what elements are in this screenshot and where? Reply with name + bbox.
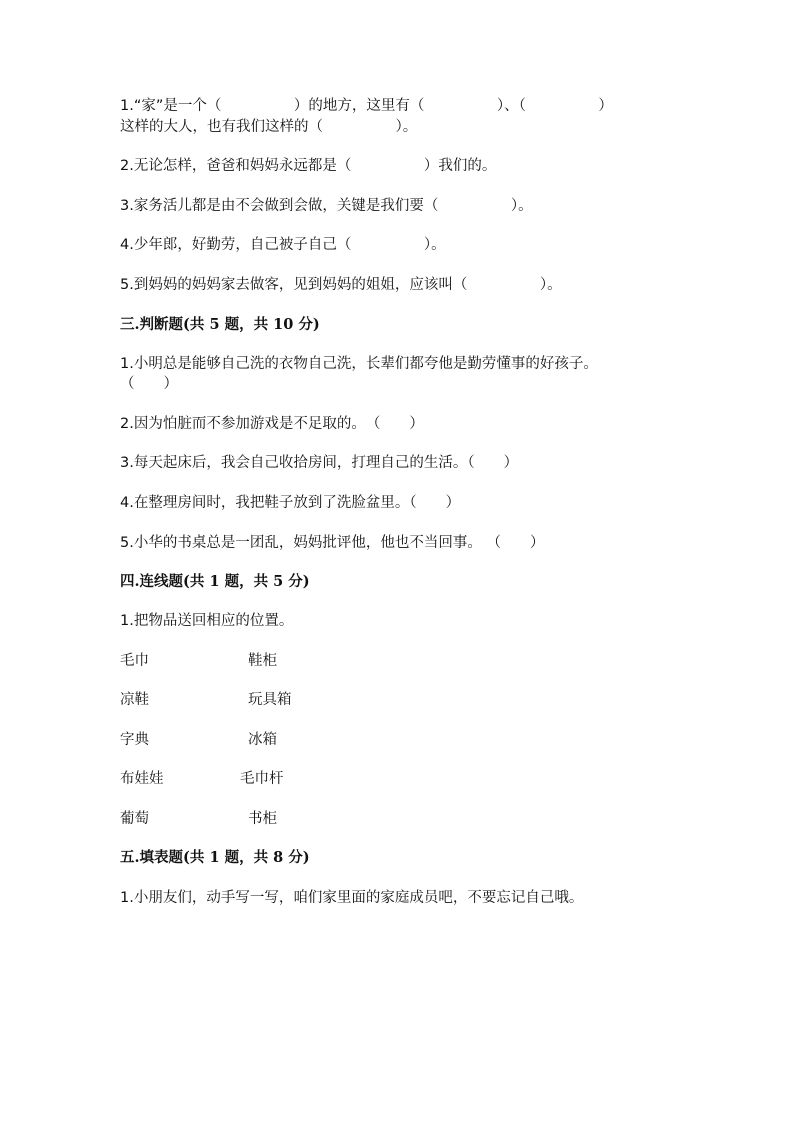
match-right-item: 玩具箱: [248, 692, 292, 708]
match-right-item: 书柜: [248, 811, 277, 827]
fill-blank-q5: 5.到妈妈的妈妈家去做客，见到妈妈的姐姐，应该叫（ ）。: [120, 277, 562, 293]
fill-blank-q2: 2.无论怎样，爸爸和妈妈永远都是（ ）我们的。: [120, 158, 497, 174]
match-left-item: 字典: [120, 732, 149, 748]
section-heading-judgment: 三.判断题(共 5 题，共 10 分): [120, 316, 320, 333]
section-heading-table-fill: 五.填表题(共 1 题，共 8 分): [120, 849, 310, 866]
fill-blank-q1-cont: 这样的大人，也有我们这样的（ ）。: [120, 119, 418, 135]
match-left-item: 凉鞋: [120, 692, 149, 708]
judgment-q4: 4.在整理房间时，我把鞋子放到了洗脸盆里。（ ）: [120, 495, 461, 511]
judgment-q3: 3.每天起床后，我会自己收拾房间，打理自己的生活。（ ）: [120, 455, 519, 471]
fill-blank-q1: 1.“家”是一个（ ）的地方，这里有（ ）、（ ）: [120, 98, 613, 114]
table-fill-question: 1.小朋友们，动手写一写，咱们家里面的家庭成员吧，不要忘记自己哦。: [120, 890, 584, 906]
match-right-item: 鞋柜: [248, 653, 277, 669]
match-right-item: 冰箱: [248, 732, 277, 748]
judgment-q5: 5.小华的书桌总是一团乱，妈妈批评他，他也不当回事。 （ ）: [120, 535, 545, 551]
judgment-q1: 1.小明总是能够自己洗的衣物自己洗，长辈们都夸他是勤劳懂事的好孩子。: [120, 356, 598, 372]
match-left-item: 布娃娃: [120, 771, 164, 787]
judgment-q1-answer: （ ）: [120, 376, 178, 392]
fill-blank-q4: 4.少年郎，好勤劳，自己被子自己（ ）。: [120, 237, 446, 253]
match-left-item: 毛巾: [120, 653, 149, 669]
match-left-item: 葡萄: [120, 811, 149, 827]
fill-blank-q3: 3.家务活儿都是由不会做到会做，关键是我们要（ ）。: [120, 198, 533, 214]
judgment-q2: 2.因为怕脏而不参加游戏是不足取的。 （ ）: [120, 416, 424, 432]
match-right-item: 毛巾杆: [240, 771, 284, 787]
section-heading-matching: 四.连线题(共 1 题，共 5 分): [120, 573, 310, 590]
matching-question: 1.把物品送回相应的位置。: [120, 613, 294, 629]
